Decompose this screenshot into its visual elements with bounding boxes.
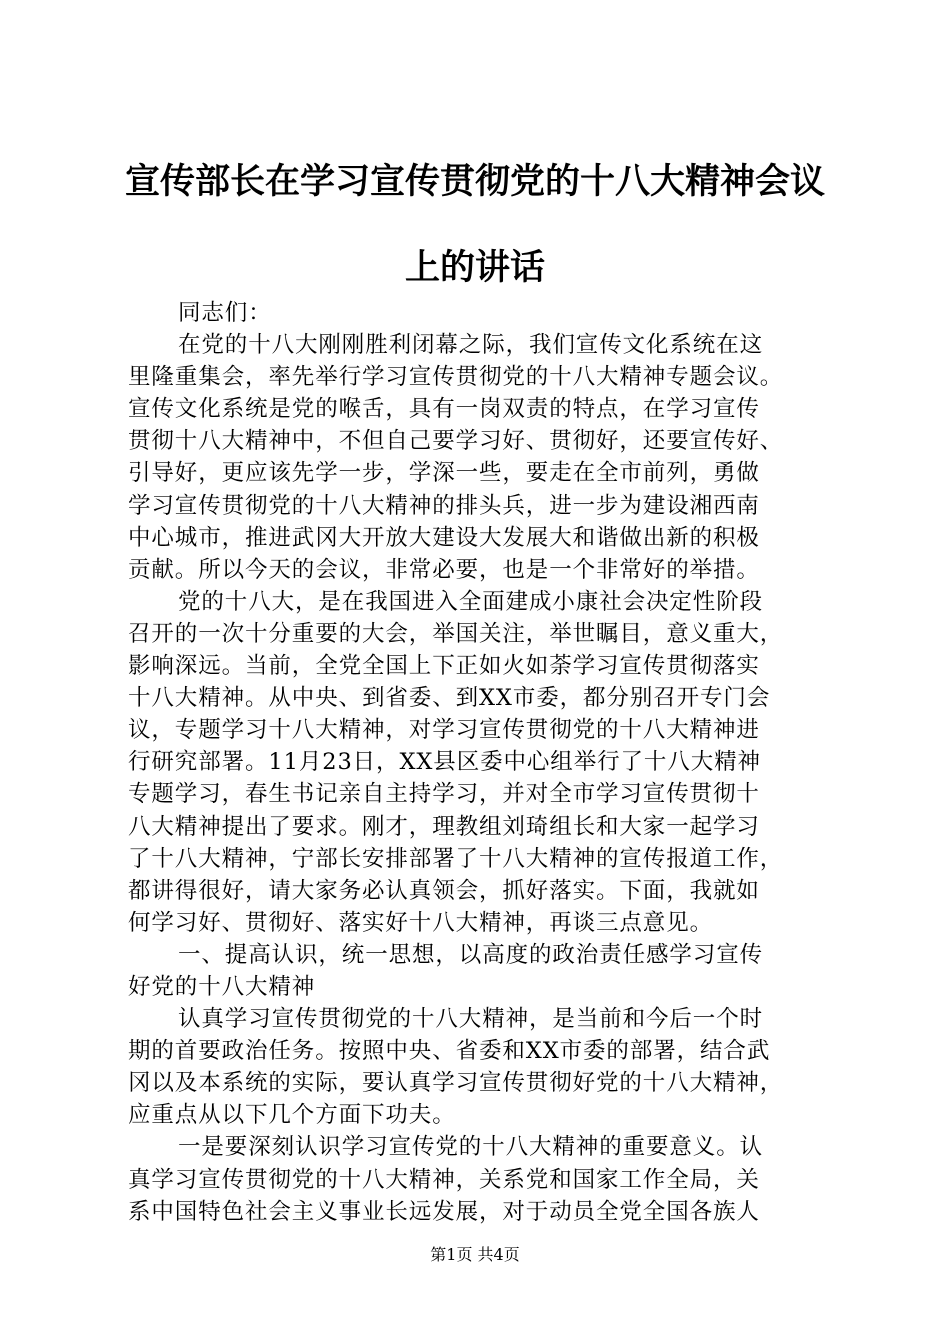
- paragraph-line: 贡献。所以今天的会议，非常必要，也是一个非常好的举措。: [128, 556, 760, 583]
- section-heading-line: 一、提高认识，统一思想，以高度的政治责任感学习宣传: [178, 941, 764, 968]
- paragraph-line: 期的首要政治任务。按照中央、省委和XX市委的部署，结合武: [128, 1038, 771, 1065]
- document-body: [128, 297, 828, 1228]
- paragraph-line: 议，专题学习十八大精神，对学习宣传贯彻党的十八大精神进: [128, 717, 760, 744]
- paragraph-line: 引导好，更应该先学一步，学深一些，要走在全市前列，勇做: [128, 460, 760, 487]
- paragraph-line: 八大精神提出了要求。刚才，理教组刘琦组长和大家一起学习: [128, 813, 760, 840]
- paragraph-line: 影响深远。当前，全党全国上下正如火如荼学习宣传贯彻落实: [128, 653, 760, 680]
- document-title-line-1: 宣传部长在学习宣传贯彻党的十八大精神会议: [124, 161, 825, 202]
- salutation: 同志们：: [178, 300, 272, 326]
- paragraph-line: 在党的十八大刚刚胜利闭幕之际，我们宣传文化系统在这: [178, 332, 764, 359]
- paragraph-line: 里隆重集会，率先举行学习宣传贯彻党的十八大精神专题会议。: [128, 364, 784, 391]
- paragraph-line: 学习宣传贯彻党的十八大精神的排头兵，进一步为建设湘西南: [128, 492, 760, 519]
- paragraph-line: 十八大精神。从中央、到省委、到XX市委，都分别召开专门会: [128, 685, 771, 712]
- section-heading-line: 好党的十八大精神: [128, 973, 316, 1000]
- document-title-line-2: 上的讲话: [404, 247, 545, 288]
- paragraph-line: 何学习好、贯彻好、落实好十八大精神，再谈三点意见。: [128, 909, 714, 936]
- paragraph-line: 真学习宣传贯彻党的十八大精神，关系党和国家工作全局，关: [128, 1166, 760, 1193]
- paragraph-line: 宣传文化系统是党的喉舌，具有一岗双责的特点，在学习宣传: [128, 396, 760, 423]
- paragraph-line: 应重点从以下几个方面下功夫。: [128, 1102, 456, 1129]
- page-footer: 第1页 共4页: [430, 1245, 520, 1264]
- paragraph-line: 了十八大精神，宁部长安排部署了十八大精神的宣传报道工作，: [128, 845, 784, 872]
- paragraph-line: 认真学习宣传贯彻党的十八大精神，是当前和今后一个时: [178, 1006, 764, 1033]
- paragraph-line: 冈以及本系统的实际，要认真学习宣传贯彻好党的十八大精神，: [128, 1070, 784, 1097]
- paragraph-line: 党的十八大，是在我国进入全面建成小康社会决定性阶段: [178, 588, 764, 615]
- paragraph-line: 贯彻十八大精神中，不但自己要学习好、贯彻好，还要宣传好、: [128, 428, 784, 455]
- paragraph-line: 一是要深刻认识学习宣传党的十八大精神的重要意义。认: [178, 1134, 764, 1161]
- paragraph-line: 行研究部署。11月23日，XX县区委中心组举行了十八大精神: [128, 749, 761, 776]
- paragraph-line: 系中国特色社会主义事业长远发展，对于动员全党全国各族人: [128, 1198, 760, 1225]
- paragraph-line: 召开的一次十分重要的大会，举国关注，举世瞩目，意义重大，: [128, 620, 784, 647]
- paragraph-line: 都讲得很好，请大家务必认真领会，抓好落实。下面，我就如: [128, 877, 760, 904]
- paragraph-line: 专题学习，春生书记亲自主持学习，并对全市学习宣传贯彻十: [128, 781, 760, 808]
- paragraph-line: 中心城市，推进武冈大开放大建设大发展大和谐做出新的积极: [128, 524, 760, 551]
